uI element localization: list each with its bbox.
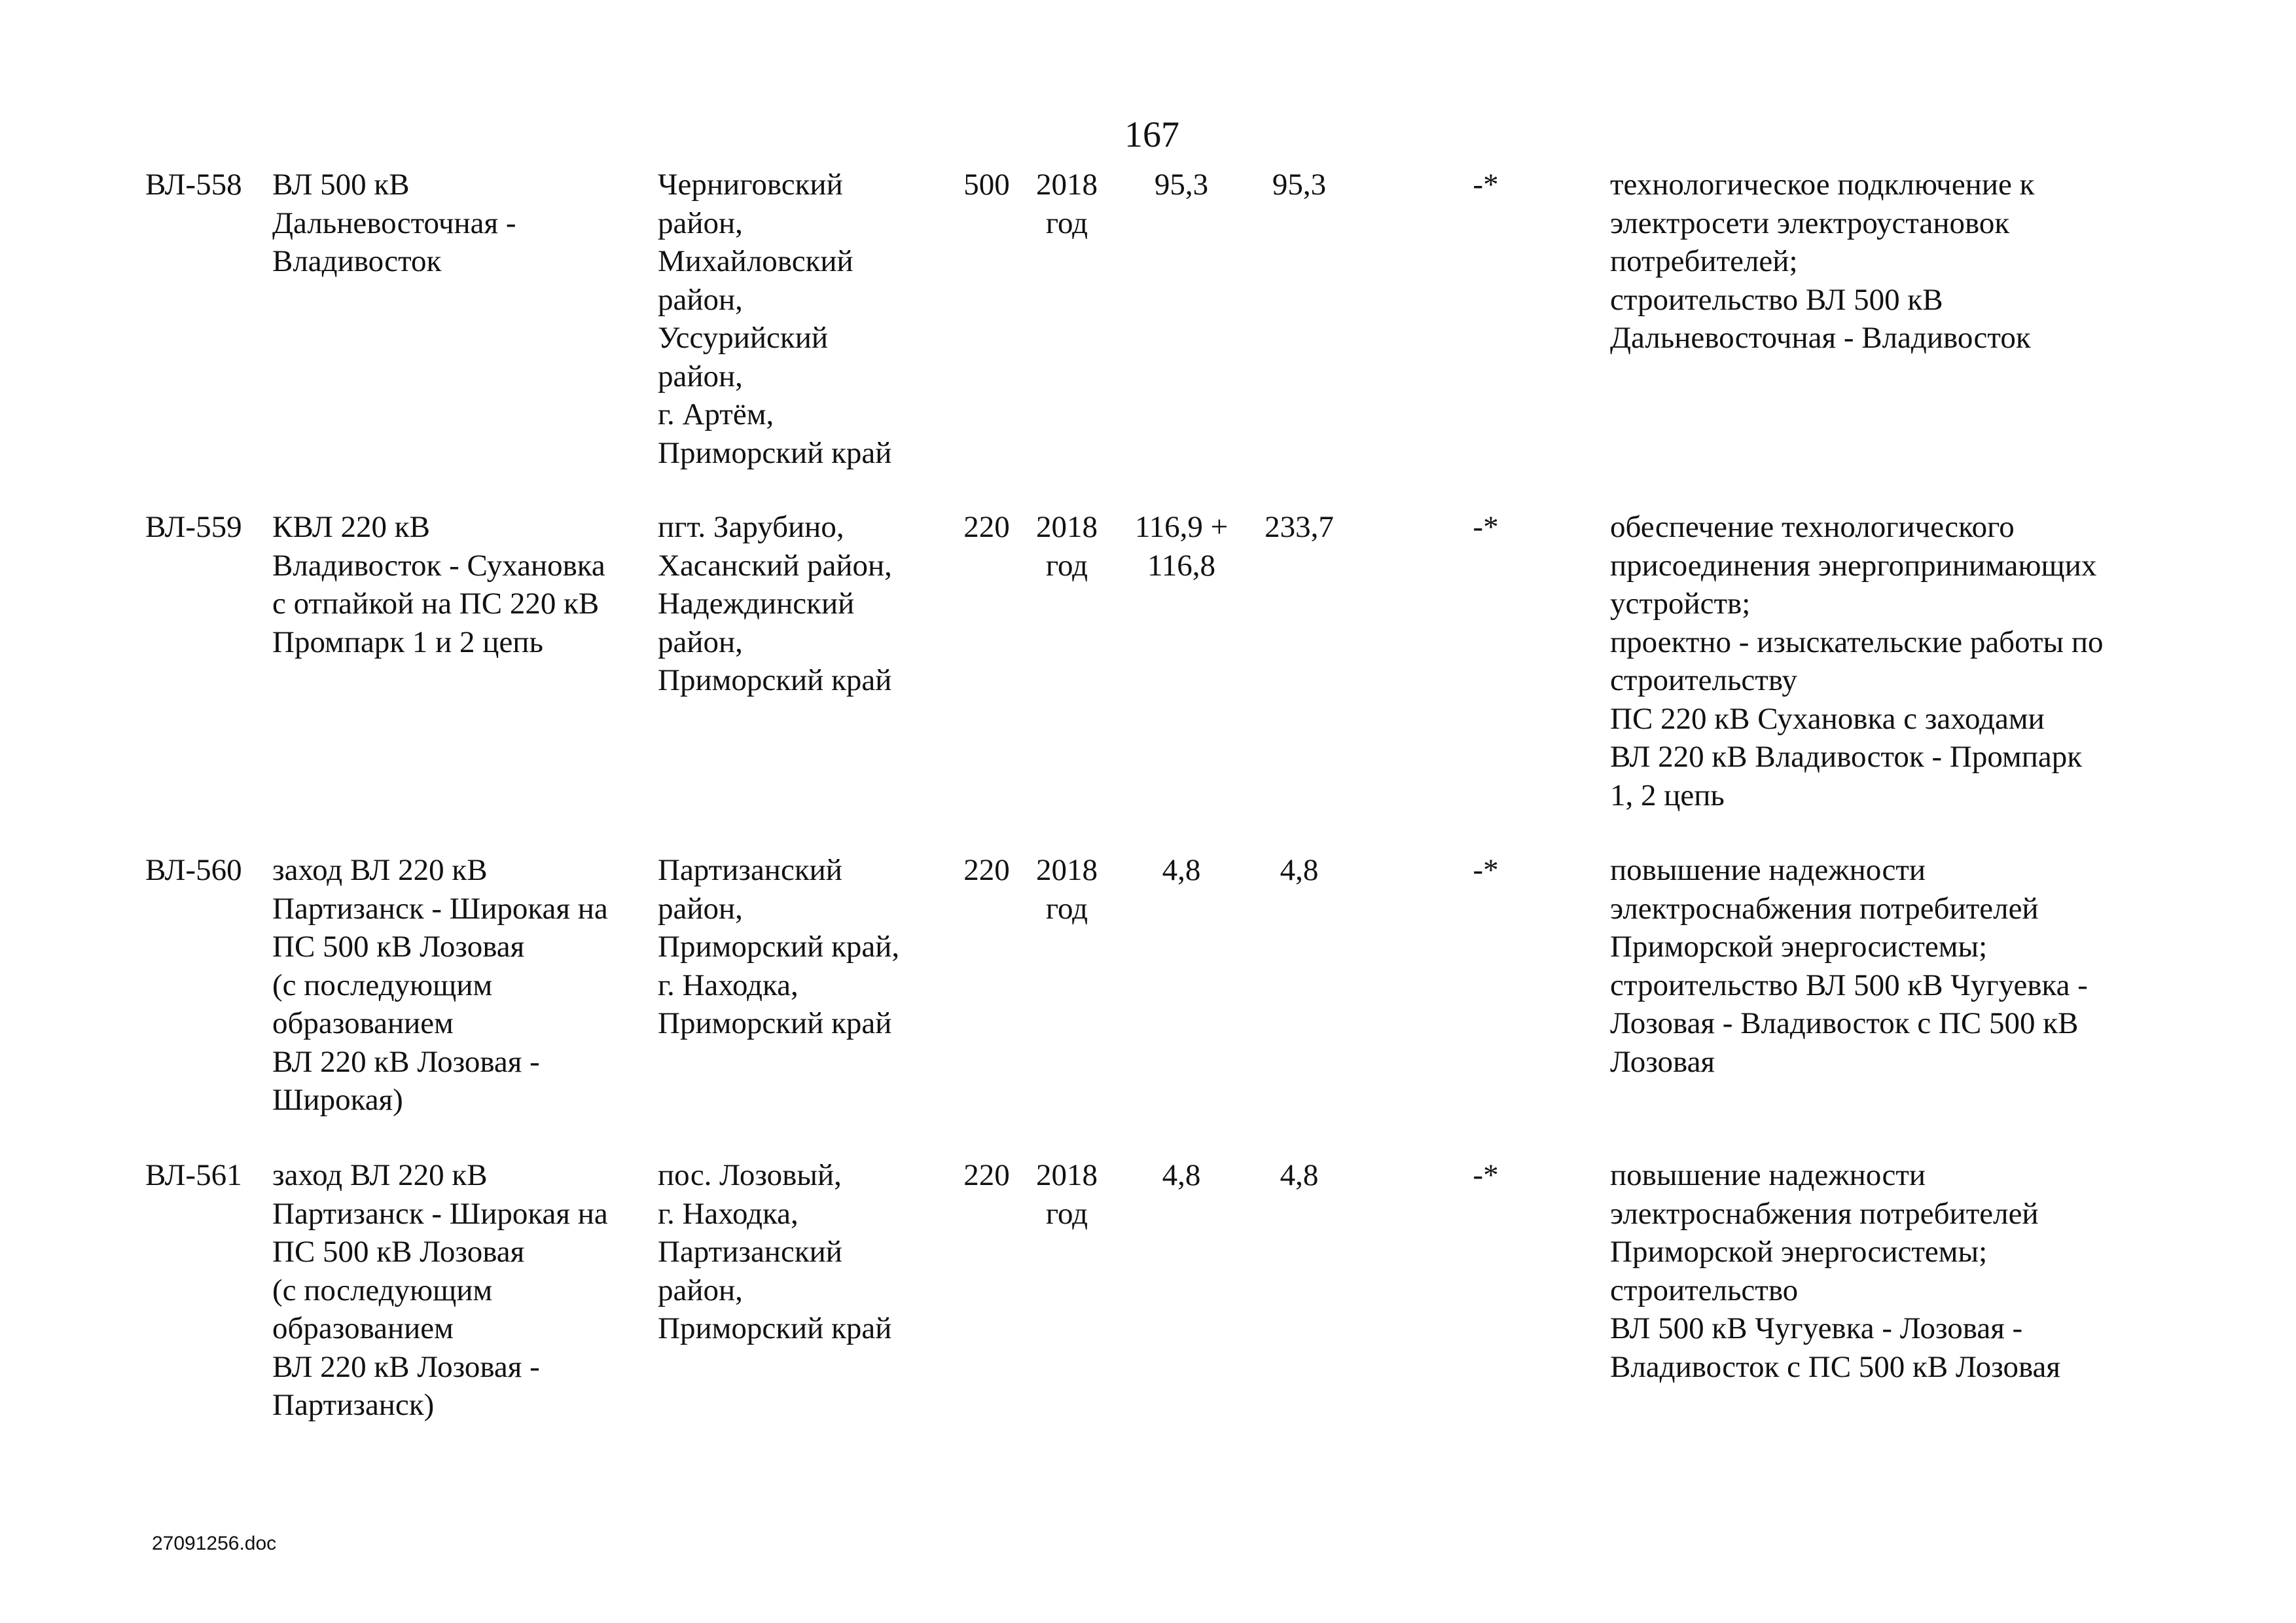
line-length-circuits: 116,9 + 116,8 <box>1134 510 1229 583</box>
line-length-circuits: 4,8 <box>1162 853 1201 887</box>
line-voltage: 220 <box>963 853 1010 887</box>
line-year: 2018 год <box>1036 510 1098 583</box>
line-code: ВЛ-561 <box>145 1158 242 1192</box>
line-year: 2018 год <box>1036 168 1098 240</box>
line-length-total: 95,3 <box>1272 168 1327 202</box>
line-code: ВЛ-560 <box>145 853 242 887</box>
line-region: Черниговский район, Михайловский район, Уссурийский район, г. Артём, Приморский край <box>658 168 892 470</box>
line-note: -* <box>1473 510 1499 544</box>
line-length-circuits: 95,3 <box>1154 168 1209 202</box>
line-note: -* <box>1473 1158 1499 1192</box>
footer-filename: 27091256.doc <box>152 1533 277 1554</box>
line-length-total: 4,8 <box>1280 853 1319 887</box>
line-year: 2018 год <box>1036 853 1098 926</box>
line-length-total: 233,7 <box>1265 510 1334 544</box>
line-region: Партизанский район, Приморский край, г. Находка, Приморский край <box>658 853 900 1040</box>
line-voltage: 220 <box>963 510 1010 544</box>
line-voltage: 500 <box>963 168 1010 202</box>
line-length-circuits: 4,8 <box>1162 1158 1201 1192</box>
line-note: -* <box>1473 168 1499 202</box>
line-region: пгт. Зарубино, Хасанский район, Надеждинский район, Приморский край <box>658 510 892 697</box>
line-name: КВЛ 220 кВ Владивосток - Сухановка с отпайкой на ПС 220 кВ Промпарк 1 и 2 цепь <box>272 510 605 659</box>
page-number: 167 <box>1124 115 1179 155</box>
line-purpose: повышение надежности электроснабжения потребителей Приморской энергосистемы; строительство ВЛ 500 кВ Чугуевка - Лозовая - Владивосток с ПС 500 кВ Лозовая <box>1610 853 2088 1079</box>
line-code: ВЛ-558 <box>145 168 242 202</box>
line-voltage: 220 <box>963 1158 1010 1192</box>
line-name: ВЛ 500 кВ Дальневосточная - Владивосток <box>272 168 516 278</box>
line-purpose: повышение надежности электроснабжения потребителей Приморской энергосистемы; строительство ВЛ 500 кВ Чугуевка - Лозовая - Владивосток с ПС 500 кВ Лозовая <box>1610 1158 2061 1384</box>
line-code: ВЛ-559 <box>145 510 242 544</box>
line-note: -* <box>1473 853 1499 887</box>
line-purpose: обеспечение технологического присоединения энергопринимающих устройств; проектно - изыскательские работы по строительству ПС 220 кВ Сухановка с заходами ВЛ 220 кВ Владивосток - Промпарк 1, 2 цепь <box>1610 510 2104 812</box>
line-name: заход ВЛ 220 кВ Партизанск - Широкая на ПС 500 кВ Лозовая (с последующим образованием ВЛ 220 кВ Лозовая - Партизанск) <box>272 1158 608 1422</box>
line-length-total: 4,8 <box>1280 1158 1319 1192</box>
line-name: заход ВЛ 220 кВ Партизанск - Широкая на ПС 500 кВ Лозовая (с последующим образованием ВЛ 220 кВ Лозовая - Широкая) <box>272 853 608 1117</box>
line-year: 2018 год <box>1036 1158 1098 1231</box>
line-purpose: технологическое подключение к электросети электроустановок потребителей; строительство ВЛ 500 кВ Дальневосточная - Владивосток <box>1610 168 2035 355</box>
line-region: пос. Лозовый, г. Находка, Партизанский район, Приморский край <box>658 1158 892 1345</box>
